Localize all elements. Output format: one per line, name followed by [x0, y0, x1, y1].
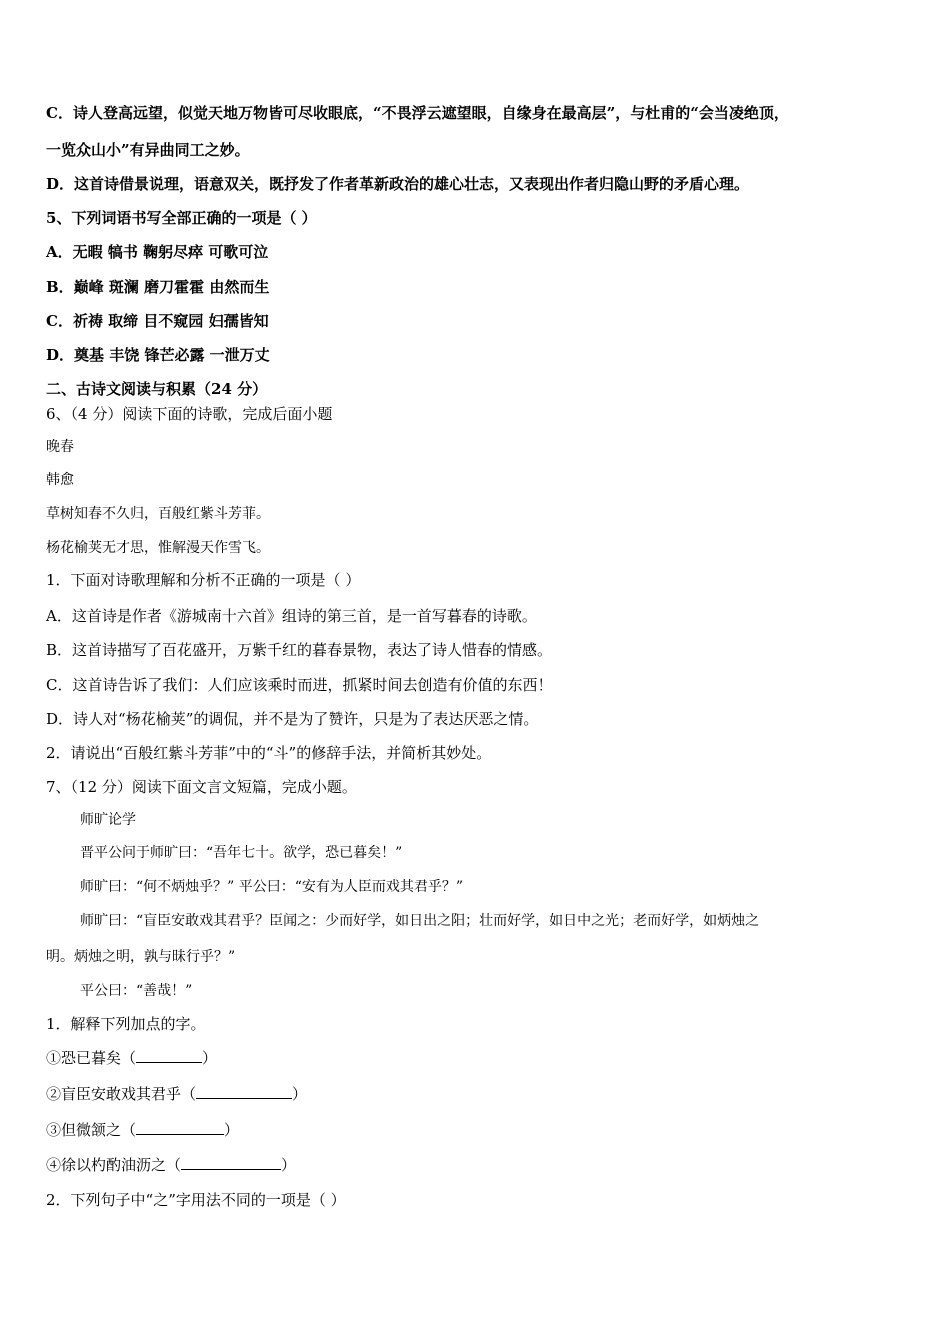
- q7-item-3-text: ③但微颔之（: [46, 1121, 137, 1139]
- q4-option-c-line2: 一览众山小”有异曲同工之妙。: [46, 141, 250, 159]
- q7-item-3: [46, 1120, 239, 1140]
- q5-option-c: C．祈祷 取缔 目不窥园 妇孺皆知: [46, 312, 269, 330]
- q7-sub1: 1．解释下列加点的字。: [46, 1015, 206, 1033]
- q5-option-b: B．巅峰 斑澜 磨刀霍霍 由然而生: [46, 278, 270, 296]
- q6-option-d: D．诗人对“杨花榆荚”的调侃，并不是为了赞许，只是为了表达厌恶之情。: [46, 710, 539, 728]
- q6-sub1: 1．下面对诗歌理解和分析不正确的一项是（ ）: [46, 571, 361, 589]
- poem-line-1: 草树知春不久归，百般红紫斗芳菲。: [46, 506, 270, 522]
- passage-p3b: 明。炳烛之明，孰与昧行乎？”: [46, 949, 236, 965]
- q7-sub2: 2．下列句子中“之”字用法不同的一项是（ ）: [46, 1191, 346, 1209]
- q7-item-1-close: ）: [202, 1049, 218, 1067]
- passage-title: 师旷论学: [80, 812, 136, 828]
- q5-option-a: A．无暇 犒书 鞠躬尽瘁 可歌可泣: [46, 243, 269, 261]
- poem-line-2: 杨花榆荚无才思，惟解漫天作雪飞。: [46, 540, 270, 556]
- poem-author: 韩愈: [46, 472, 74, 488]
- q7-item-4-close: ）: [281, 1156, 297, 1174]
- q7-item-2: [46, 1084, 307, 1104]
- q7-item-2-close: ）: [292, 1085, 308, 1103]
- passage-p3a: 师旷曰：“盲臣安敢戏其君乎？臣闻之：少而好学，如日出之阳；壮而好学，如日中之光；老而好学，如炳烛之: [80, 913, 760, 929]
- poem-title: 晚春: [46, 439, 74, 455]
- q7-item-4-text: ④徐以杓酌油沥之（: [46, 1156, 182, 1174]
- answer-blank-4[interactable]: [181, 1155, 281, 1170]
- section-heading: 二、古诗文阅读与积累（24 分）: [46, 380, 268, 398]
- q7-item-3-close: ）: [224, 1121, 240, 1139]
- q5-option-d: D．奠基 丰饶 锋芒必露 一泄万丈: [46, 346, 270, 364]
- q7-item-1-text: ①恐已暮矣（: [46, 1049, 137, 1067]
- q6-option-b: B．这首诗描写了百花盛开，万紫千红的暮春景物，表达了诗人惜春的情感。: [46, 641, 553, 659]
- q4-option-c-line1: C．诗人登高远望，似觉天地万物皆可尽收眼底，“不畏浮云遮望眼，自缘身在最高层”，与杜甫的“会当凌绝顶，: [46, 104, 789, 122]
- q4-option-d: D．这首诗借景说理，语意双关，既抒发了作者革新政治的雄心壮志，又表现出作者归隐山野的矛盾心理。: [46, 175, 750, 193]
- q7-item-1: [46, 1048, 217, 1068]
- answer-blank-3[interactable]: [136, 1120, 224, 1135]
- q7-item-2-text: ②盲臣安敢戏其君乎（: [46, 1085, 197, 1103]
- q6-sub2: 2．请说出“百般红紫斗芳菲”中的“斗”的修辞手法，并简析其妙处。: [46, 744, 492, 762]
- q5-stem: 5、下列词语书写全部正确的一项是（ ）: [46, 209, 317, 227]
- q7-stem: 7、（12 分）阅读下面文言文短篇，完成小题。: [46, 778, 357, 796]
- q6-option-c: C．这首诗告诉了我们：人们应该乘时而进，抓紧时间去创造有价值的东西！: [46, 676, 553, 694]
- passage-p2: 师旷曰：“何不炳烛乎？” 平公曰：“安有为人臣而戏其君乎？”: [80, 879, 464, 895]
- q6-stem: 6、（4 分）阅读下面的诗歌，完成后面小题: [46, 405, 333, 423]
- passage-p1: 晋平公问于师旷曰：“吾年七十。欲学，恐已暮矣！”: [80, 845, 403, 861]
- answer-blank-1[interactable]: [136, 1048, 202, 1063]
- passage-p4: 平公曰：“善哉！”: [80, 983, 193, 999]
- q6-option-a: A．这首诗是作者《游城南十六首》组诗的第三首，是一首写暮春的诗歌。: [46, 607, 537, 625]
- answer-blank-2[interactable]: [196, 1084, 292, 1099]
- q7-item-4: [46, 1155, 296, 1175]
